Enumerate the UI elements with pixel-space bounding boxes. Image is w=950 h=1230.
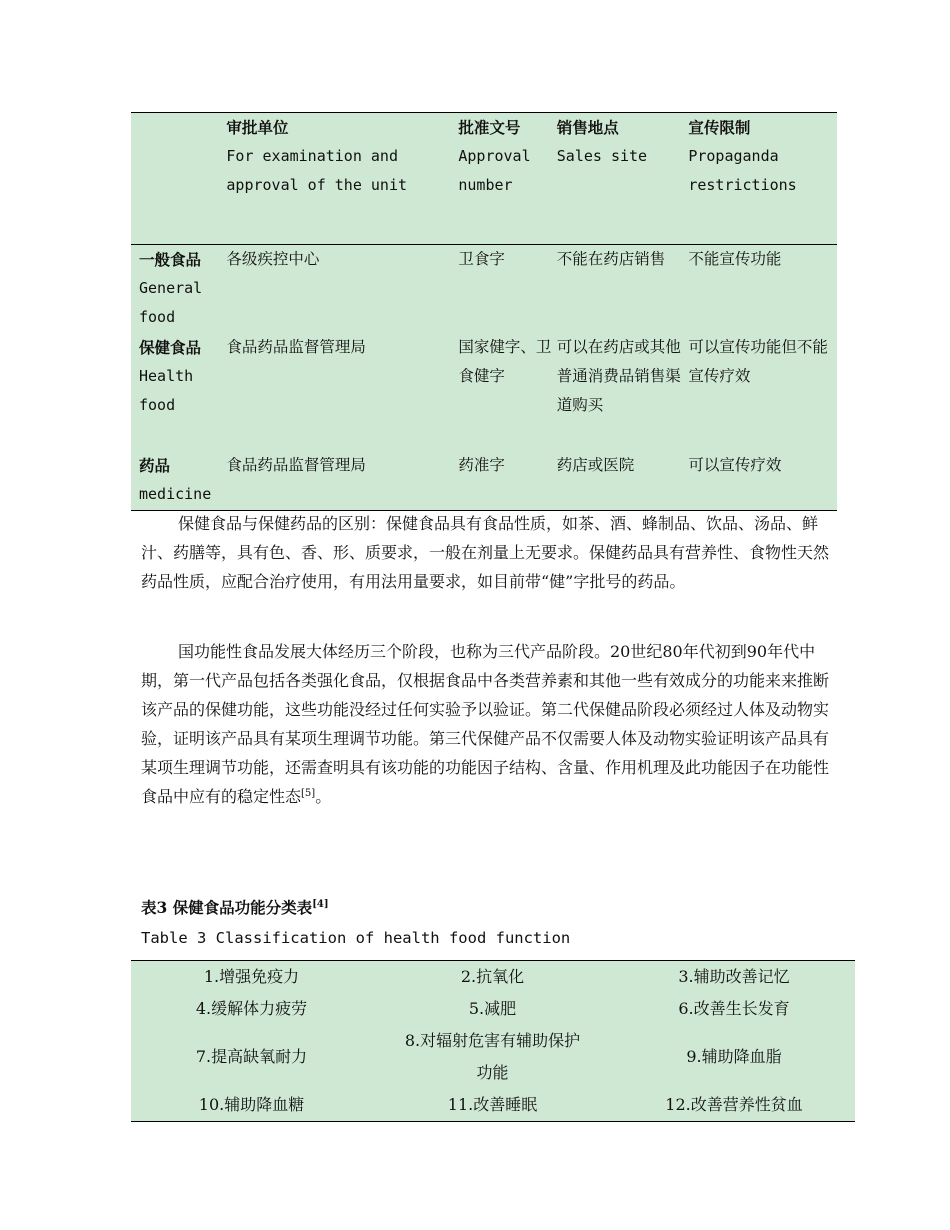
sales-cell: 药店或医院	[556, 456, 635, 474]
table-cell: 7.提高缺氧耐力	[195, 1047, 308, 1066]
header-approval: 批准文号 Approval number	[458, 113, 556, 245]
table-cell: 12.改善营养性贫血	[665, 1095, 803, 1114]
table3-caption-en: Table 3 Classification of health food function	[141, 929, 571, 947]
table-header-row	[131, 113, 837, 245]
table3-caption-zh: 表3 保健食品功能分类表[4]	[141, 898, 329, 917]
approval-cell: 卫食字	[458, 250, 505, 268]
row-label: 保健食品 Health food	[139, 338, 202, 414]
table-cell: 4.缓解体力疲劳	[195, 999, 308, 1018]
authority-cell: 各级疾控中心	[226, 250, 320, 268]
promotion-cell: 可以宣传功能但不能宣传疗效	[688, 338, 828, 385]
header-authority: 审批单位 For examination and approval of the unit	[226, 113, 458, 245]
paragraph-development: 国功能性食品发展大体经历三个阶段，也称为三代产品阶段。20世纪80年代初到90年代中期，第一代产品包括各类强化食品，仅根据食品中各类营养素和其他一些有效成分的功能来来推断该产品的保健功能，这些功能没经过任何实验予以验证。第二代保健品阶段必须经过人体及动物实验，证明该产品具有某项生理调节功能。第三代保健产品不仅需要人体及动物实验证明该产品具有某项生理调节功能，还需查明具有该功能的功能因子结构、含量、作用机理及此功能因子在功能性食品中应有的稳定性态[5]。	[141, 642, 830, 806]
table-row	[131, 1025, 855, 1089]
approval-cell: 国家健字、卫食健字	[458, 338, 552, 385]
table-row	[131, 451, 837, 511]
table-cell: 6.改善生长发育	[678, 999, 790, 1018]
table-cell: 3.辅助改善记忆	[678, 967, 790, 986]
citation-ref: [5]	[301, 788, 316, 799]
table-cell: 2.抗氧化	[460, 967, 525, 986]
promotion-cell: 不能宣传功能	[688, 250, 782, 268]
header-sales: 销售地点 Sales site	[557, 113, 689, 245]
row-label: 药品 medicine	[139, 456, 212, 503]
authority-cell: 食品药品监督管理局	[226, 456, 366, 474]
table-row	[131, 333, 837, 451]
promotion-cell: 可以宣传疗效	[688, 456, 782, 474]
authority-cell: 食品药品监督管理局	[226, 338, 366, 356]
row-label: 一般食品 General food	[139, 250, 203, 326]
table-row	[131, 245, 837, 334]
sales-cell: 可以在药店或其他普通消费品销售渠道购买	[556, 338, 681, 414]
comparison-table	[131, 112, 837, 511]
table-row	[131, 993, 855, 1025]
table-cell: 10.辅助降血糖	[198, 1095, 305, 1114]
table-cell: 5.减肥	[468, 999, 517, 1018]
function-classification-table	[131, 960, 855, 1122]
approval-cell: 药准字	[458, 456, 505, 474]
table-row	[131, 1089, 855, 1122]
sales-cell: 不能在药店销售	[556, 250, 666, 268]
table-cell: 9.辅助降血脂	[686, 1047, 782, 1066]
header-empty-cell	[131, 113, 226, 245]
header-promotion: 宣传限制 Propaganda restrictions	[688, 113, 837, 245]
table-cell: 8.对辐射危害有辅助保护功能	[404, 1031, 581, 1082]
citation-ref: [4]	[312, 899, 329, 910]
table-cell: 1.增强免疫力	[203, 967, 300, 986]
table-row	[131, 961, 855, 994]
paragraph-difference: 保健食品与保健药品的区别：保健食品具有食品性质，如茶、酒、蜂制品、饮品、汤品、鲜汁、药膳等，具有色、香、形、质要求，一般在剂量上无要求。保健药品具有营养性、食物性天然药品性质，应配合治疗使用，有用法用量要求，如目前带“健”字批号的药品。	[141, 514, 830, 591]
table-cell: 11.改善睡眠	[447, 1095, 538, 1114]
